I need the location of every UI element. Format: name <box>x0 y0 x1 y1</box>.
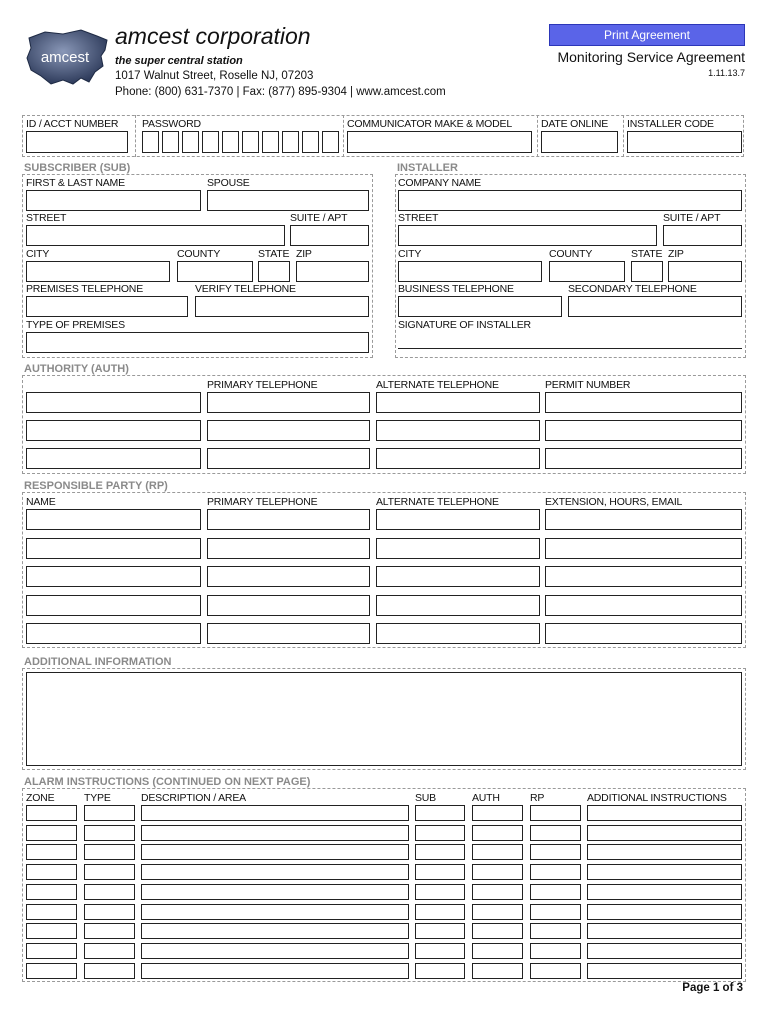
sub-street-field[interactable] <box>26 225 285 246</box>
rp-primary-label: PRIMARY TELEPHONE <box>207 496 318 508</box>
alarm-rp-field[interactable] <box>530 923 581 939</box>
alarm-rp-field[interactable] <box>530 825 581 841</box>
alarm-rp-field[interactable] <box>530 904 581 920</box>
sub-state-label: STATE <box>258 248 290 260</box>
inst-suite-label: SUITE / APT <box>663 212 721 224</box>
alarm-type-field[interactable] <box>84 923 135 939</box>
sub-county-field[interactable] <box>177 261 253 282</box>
auth-extra-field[interactable] <box>545 420 742 441</box>
additional-info-textarea[interactable] <box>26 672 742 766</box>
inst-street-label: STREET <box>398 212 439 224</box>
auth-primary-field[interactable] <box>207 392 370 413</box>
alarm-type-field[interactable] <box>84 884 135 900</box>
alarm-sub-label: SUB <box>415 792 436 804</box>
password-digit-field[interactable] <box>162 131 179 153</box>
password-digit-field[interactable] <box>242 131 259 153</box>
auth-name-field[interactable] <box>26 420 201 441</box>
alarm-additional-field[interactable] <box>587 805 742 821</box>
alarm-description-field[interactable] <box>141 904 409 920</box>
password-label: PASSWORD <box>142 118 201 130</box>
company-address: 1017 Walnut Street, Roselle NJ, 07203 <box>115 70 314 82</box>
rp-name-field[interactable] <box>26 595 201 616</box>
alarm-type-field[interactable] <box>84 805 135 821</box>
sub-first-last-label: FIRST & LAST NAME <box>26 177 125 189</box>
alarm-description-field[interactable] <box>141 825 409 841</box>
auth-alternate-field[interactable] <box>376 448 540 469</box>
sub-county-label: COUNTY <box>177 248 221 260</box>
company-contact: Phone: (800) 631-7370 | Fax: (877) 895-9304 | www.amcest.com <box>115 86 446 98</box>
alarm-description-field[interactable] <box>141 963 409 979</box>
alarm-zone-field[interactable] <box>26 904 77 920</box>
inst-city-field[interactable] <box>398 261 542 282</box>
inst-suite-field[interactable] <box>663 225 742 246</box>
inst-signature-label: SIGNATURE OF INSTALLER <box>398 319 531 331</box>
inst-state-label: STATE <box>631 248 663 260</box>
auth-primary-label: PRIMARY TELEPHONE <box>207 379 318 391</box>
auth-alternate-field[interactable] <box>376 420 540 441</box>
alarm-sub-field[interactable] <box>415 943 465 959</box>
inst-secondary-tel-field[interactable] <box>568 296 742 317</box>
rp-extra-field[interactable] <box>545 623 742 644</box>
print-agreement-button[interactable]: Print Agreement <box>549 24 745 46</box>
alarm-auth-label: AUTH <box>472 792 500 804</box>
alarm-auth-field[interactable] <box>472 923 523 939</box>
inst-business-tel-label: BUSINESS TELEPHONE <box>398 283 514 295</box>
alarm-description-field[interactable] <box>141 805 409 821</box>
inst-street-field[interactable] <box>398 225 657 246</box>
alarm-auth-field[interactable] <box>472 864 523 880</box>
alarm-sub-field[interactable] <box>415 904 465 920</box>
sub-premises-tel-label: PREMISES TELEPHONE <box>26 283 143 295</box>
sub-premises-tel-field[interactable] <box>26 296 188 317</box>
installer-section-title: INSTALLER <box>397 162 458 174</box>
rp-primary-field[interactable] <box>207 566 370 587</box>
rp-extra-field[interactable] <box>545 595 742 616</box>
alarm-type-label: TYPE <box>84 792 111 804</box>
subscriber-section-title: SUBSCRIBER (SUB) <box>24 162 131 174</box>
inst-company-field[interactable] <box>398 190 742 211</box>
rp-name-field[interactable] <box>26 509 201 530</box>
alarm-sub-field[interactable] <box>415 805 465 821</box>
password-digit-field[interactable] <box>202 131 219 153</box>
inst-county-label: COUNTY <box>549 248 593 260</box>
alarm-sub-field[interactable] <box>415 844 465 860</box>
rp-name-field[interactable] <box>26 538 201 559</box>
alarm-additional-field[interactable] <box>587 864 742 880</box>
installer-code-field[interactable] <box>627 131 742 153</box>
rp-name-field[interactable] <box>26 566 201 587</box>
alarm-rp-label: RP <box>530 792 545 804</box>
alarm-additional-field[interactable] <box>587 825 742 841</box>
alarm-type-field[interactable] <box>84 943 135 959</box>
password-digit-field[interactable] <box>322 131 339 153</box>
alarm-description-field[interactable] <box>141 844 409 860</box>
rp-primary-field[interactable] <box>207 538 370 559</box>
auth-name-field[interactable] <box>26 392 201 413</box>
alarm-sub-field[interactable] <box>415 825 465 841</box>
rp-alternate-field[interactable] <box>376 509 540 530</box>
inst-signature-line[interactable] <box>398 348 742 349</box>
alarm-additional-label: ADDITIONAL INSTRUCTIONS <box>587 792 727 804</box>
alarm-rp-field[interactable] <box>530 864 581 880</box>
rp-alternate-label: ALTERNATE TELEPHONE <box>376 496 499 508</box>
alarm-zone-field[interactable] <box>26 923 77 939</box>
rp-primary-field[interactable] <box>207 509 370 530</box>
alarm-auth-field[interactable] <box>472 805 523 821</box>
rp-section-title: RESPONSIBLE PARTY (RP) <box>24 480 168 492</box>
alarm-additional-field[interactable] <box>587 943 742 959</box>
alarm-type-field[interactable] <box>84 844 135 860</box>
rp-ext-label: EXTENSION, HOURS, EMAIL <box>545 496 683 508</box>
rp-alternate-field[interactable] <box>376 595 540 616</box>
communicator-field[interactable] <box>347 131 532 153</box>
sub-verify-tel-field[interactable] <box>195 296 369 317</box>
document-title: Monitoring Service Agreement <box>557 49 745 65</box>
alarm-sub-field[interactable] <box>415 923 465 939</box>
rp-alternate-field[interactable] <box>376 623 540 644</box>
alarm-zone-field[interactable] <box>26 825 77 841</box>
alarm-rp-field[interactable] <box>530 844 581 860</box>
alarm-additional-field[interactable] <box>587 963 742 979</box>
auth-permit-label: PERMIT NUMBER <box>545 379 631 391</box>
sub-type-premises-label: TYPE OF PREMISES <box>26 319 125 331</box>
alarm-additional-field[interactable] <box>587 844 742 860</box>
alarm-zone-field[interactable] <box>26 844 77 860</box>
svg-text:amcest: amcest <box>40 49 90 66</box>
sub-first-last-field[interactable] <box>26 190 201 211</box>
sub-zip-field[interactable] <box>296 261 369 282</box>
sub-street-label: STREET <box>26 212 67 224</box>
alarm-type-field[interactable] <box>84 963 135 979</box>
divider <box>623 115 624 157</box>
acct-number-label: ID / ACCT NUMBER <box>26 118 119 130</box>
inst-secondary-tel-label: SECONDARY TELEPHONE <box>568 283 697 295</box>
divider <box>343 115 344 157</box>
password-digit-field[interactable] <box>222 131 239 153</box>
auth-primary-field[interactable] <box>207 420 370 441</box>
alarm-zone-label: ZONE <box>26 792 55 804</box>
alarm-description-field[interactable] <box>141 884 409 900</box>
alarm-description-field[interactable] <box>141 923 409 939</box>
alarm-sub-field[interactable] <box>415 884 465 900</box>
installer-code-label: INSTALLER CODE <box>627 118 714 130</box>
password-digit-field[interactable] <box>182 131 199 153</box>
auth-alternate-field[interactable] <box>376 392 540 413</box>
alarm-auth-field[interactable] <box>472 884 523 900</box>
divider <box>537 115 538 157</box>
rp-name-label: NAME <box>26 496 56 508</box>
communicator-label: COMMUNICATOR MAKE & MODEL <box>347 118 512 130</box>
inst-business-tel-field[interactable] <box>398 296 562 317</box>
page-number: Page 1 of 3 <box>682 982 743 994</box>
password-digit-field[interactable] <box>262 131 279 153</box>
company-logo <box>23 26 111 90</box>
alarm-section-title: ALARM INSTRUCTIONS (CONTINUED ON NEXT PAGE) <box>24 776 311 788</box>
alarm-rp-field[interactable] <box>530 963 581 979</box>
auth-name-field[interactable] <box>26 448 201 469</box>
sub-city-field[interactable] <box>26 261 170 282</box>
rp-extra-field[interactable] <box>545 509 742 530</box>
divider <box>135 115 136 157</box>
sub-spouse-label: SPOUSE <box>207 177 250 189</box>
password-digit-field[interactable] <box>142 131 159 153</box>
acct-number-field[interactable] <box>26 131 128 153</box>
sub-state-field[interactable] <box>258 261 290 282</box>
date-online-label: DATE ONLINE <box>541 118 609 130</box>
inst-zip-label: ZIP <box>668 248 684 260</box>
alarm-rp-field[interactable] <box>530 943 581 959</box>
inst-city-label: CITY <box>398 248 422 260</box>
alarm-zone-field[interactable] <box>26 943 77 959</box>
alarm-rp-field[interactable] <box>530 884 581 900</box>
alarm-sub-field[interactable] <box>415 963 465 979</box>
auth-primary-field[interactable] <box>207 448 370 469</box>
rp-primary-field[interactable] <box>207 623 370 644</box>
company-name: amcest corporation <box>115 23 311 49</box>
alarm-additional-field[interactable] <box>587 884 742 900</box>
alarm-auth-field[interactable] <box>472 963 523 979</box>
alarm-description-field[interactable] <box>141 943 409 959</box>
inst-zip-field[interactable] <box>668 261 742 282</box>
alarm-auth-field[interactable] <box>472 943 523 959</box>
auth-extra-field[interactable] <box>545 392 742 413</box>
alarm-rp-field[interactable] <box>530 805 581 821</box>
document-version: 1.11.13.7 <box>708 68 745 78</box>
auth-extra-field[interactable] <box>545 448 742 469</box>
sub-city-label: CITY <box>26 248 50 260</box>
rp-extra-field[interactable] <box>545 566 742 587</box>
alarm-type-field[interactable] <box>84 825 135 841</box>
tagline: the super central station <box>115 55 243 67</box>
alarm-auth-field[interactable] <box>472 904 523 920</box>
inst-company-label: COMPANY NAME <box>398 177 481 189</box>
date-online-field[interactable] <box>541 131 618 153</box>
alarm-zone-field[interactable] <box>26 864 77 880</box>
rp-alternate-field[interactable] <box>376 538 540 559</box>
sub-verify-tel-label: VERIFY TELEPHONE <box>195 283 296 295</box>
auth-alternate-label: ALTERNATE TELEPHONE <box>376 379 499 391</box>
sub-suite-field[interactable] <box>290 225 369 246</box>
inst-county-field[interactable] <box>549 261 625 282</box>
additional-section-title: ADDITIONAL INFORMATION <box>24 656 172 668</box>
password-digit-field[interactable] <box>302 131 319 153</box>
rp-name-field[interactable] <box>26 623 201 644</box>
alarm-zone-field[interactable] <box>26 884 77 900</box>
alarm-auth-field[interactable] <box>472 825 523 841</box>
alarm-additional-field[interactable] <box>587 904 742 920</box>
alarm-zone-field[interactable] <box>26 963 77 979</box>
alarm-additional-field[interactable] <box>587 923 742 939</box>
alarm-description-field[interactable] <box>141 864 409 880</box>
rp-extra-field[interactable] <box>545 538 742 559</box>
rp-primary-field[interactable] <box>207 595 370 616</box>
alarm-type-field[interactable] <box>84 904 135 920</box>
authority-section-title: AUTHORITY (AUTH) <box>24 363 129 375</box>
alarm-zone-field[interactable] <box>26 805 77 821</box>
alarm-type-field[interactable] <box>84 864 135 880</box>
inst-state-field[interactable] <box>631 261 663 282</box>
sub-type-premises-field[interactable] <box>26 332 369 353</box>
sub-suite-label: SUITE / APT <box>290 212 348 224</box>
sub-zip-label: ZIP <box>296 248 312 260</box>
password-digit-field[interactable] <box>282 131 299 153</box>
alarm-auth-field[interactable] <box>472 844 523 860</box>
alarm-description-label: DESCRIPTION / AREA <box>141 792 246 804</box>
alarm-sub-field[interactable] <box>415 864 465 880</box>
sub-spouse-field[interactable] <box>207 190 369 211</box>
rp-alternate-field[interactable] <box>376 566 540 587</box>
